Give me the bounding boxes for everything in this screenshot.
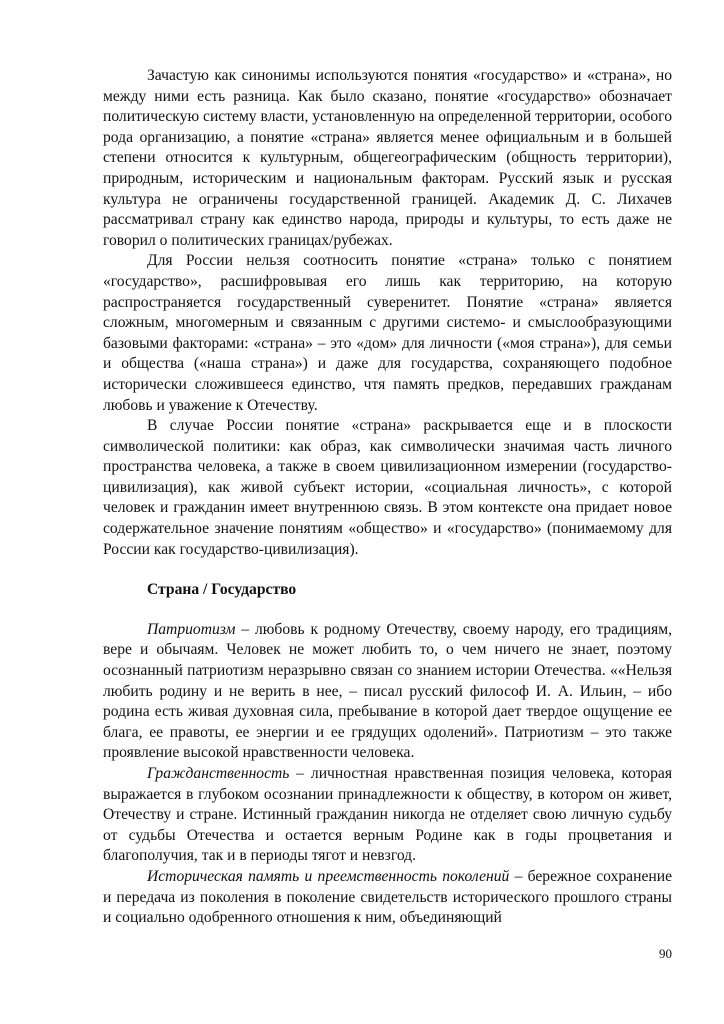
definition-patriotism — [103, 620, 672, 764]
paragraph-3: В случае России понятие «страна» раскрывается еще и в плоскости символической политики: как образ, как символически значимая часть личного пространства человека, а также в своем цивилизационном измерении (государство-цивилизация), как живой субъект истории, «социальная личность», с которой человек и гражданин имеет внутреннюю связь. В этом контексте она придает новое содержательное значение понятиям «общество» и «государство» (понимаемому для России как государство-цивилизация). — [103, 417, 672, 558]
definition-term: Патриотизм — [147, 620, 236, 638]
definition-term: Гражданственность — [147, 765, 290, 782]
definition-citizenship — [103, 764, 672, 867]
page-number: 90 — [659, 946, 672, 961]
definition-historical-memory — [103, 867, 672, 929]
definition-term: Историческая память и преемственность поколений — [147, 867, 510, 885]
document-page — [103, 66, 672, 929]
paragraph-1: Зачастую как синонимы используются понятия «государство» и «страна», но между ними есть разница. Как было сказано, понятие «государство» обозначает политическую систему власти, установленную на определенной территории, особого рода организацию, а понятие «страна» является менее официальным и в большей степени относится к культурным, общегеографическим (общность территории), природным, историческим и национальным факторам. Русский язык и русская культура не ограничены государственной границей. Академик Д. С. Лихачев рассматривал страну как единство народа, природы и культуры, то есть даже не говорил о политических границах/рубежах. — [103, 67, 672, 249]
definition-text: – бережное сохранение и передача из поколения в поколение свидетельств исторического прошлого страны и социально одобренного отношения к ним, объединяющий — [103, 867, 672, 927]
definition-text: – любовь к родному Отечеству, своему народу, его традициям, вере и обычаям. Человек не может любить то, о чем ничего не знает, поэтому осознанный патриотизм неразрывно связан со знанием истории Отечества. ««Нельзя любить родину и не верить в нее, – писал русский философ И. А. Ильин, – ибо родина есть живая духовная сила, пребывание в которой дает твердое ощущение ее блага, ее правоты, ее энергии и ее грядущих одолений». Патриотизм – это также проявление высокой нравственности человека. — [103, 620, 672, 762]
paragraph-2: Для России нельзя соотносить понятие «страна» только с понятием «государство», расшифровывая его лишь как территорию, на которую распространяется государственный суверенитет. Понятие «страна» является сложным, многомерным и связанным с другими системо- и смыслообразующими базовыми факторами: «страна» – это «дом» для личности («моя страна»), для семьи и общества («наша страна») и даже для государства, сохраняющего подобное исторически сложившееся единство, чтя память предков, передавших гражданам любовь и уважение к Отечеству. — [103, 252, 672, 414]
section-heading: Страна / Государство — [147, 581, 297, 599]
definition-text: – личностная нравственная позиция человека, которая выражается в глубоком осознании принадлежности к обществу, в котором он живет, Отечеству и стране. Истинный гражданин никогда не отделяет свою личную судьбу от судьбы Отечества и остается верным Родине как в годы процветания и благополучия, так и в периоды тягот и невзгод. — [103, 765, 672, 865]
